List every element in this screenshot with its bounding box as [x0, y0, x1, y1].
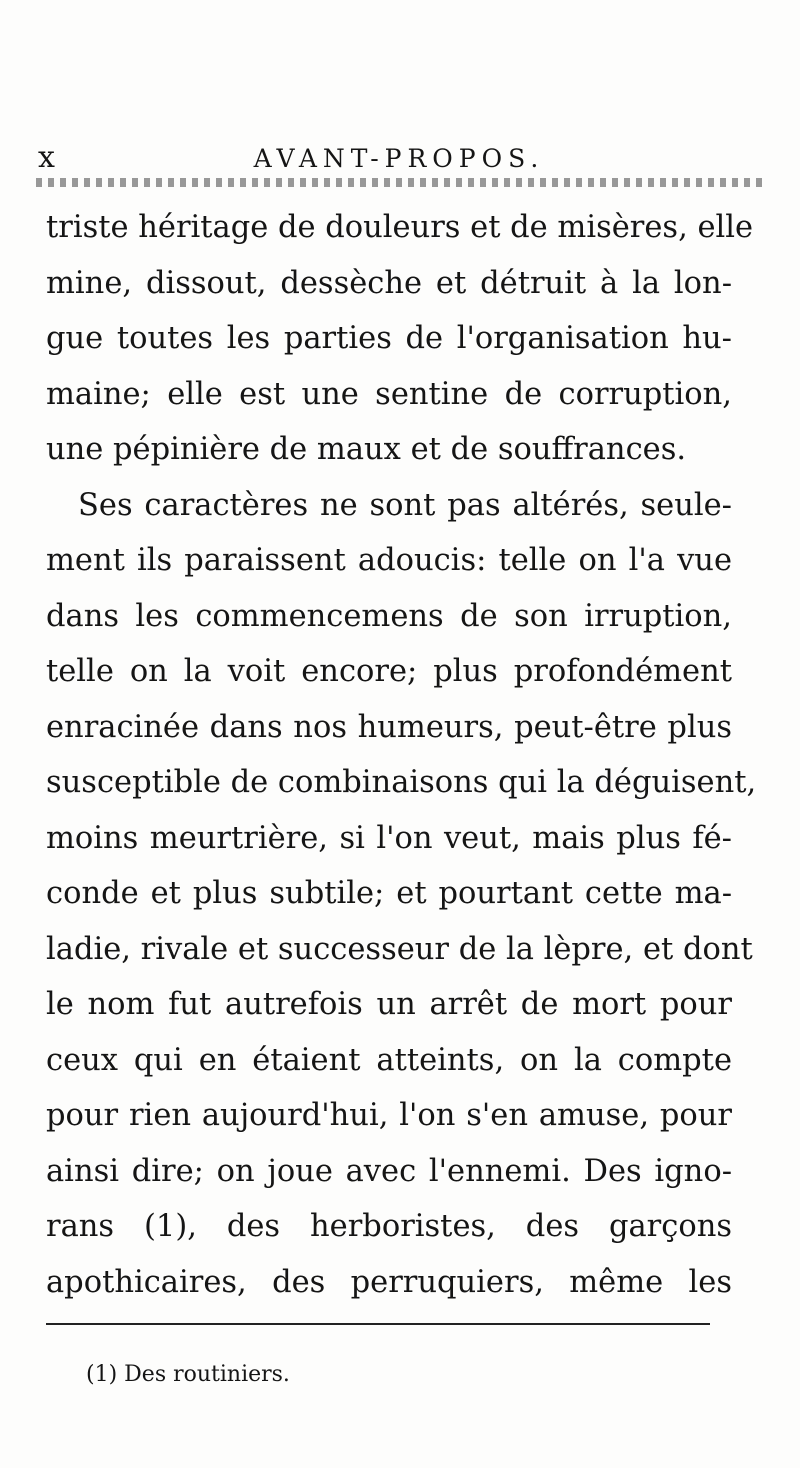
text-line: maine; elle est une sentine de corruption, [46, 376, 732, 412]
text-line: rans (1), des herboristes, des garçons [46, 1209, 732, 1244]
footnote: (1) Des routiniers. [86, 1362, 290, 1387]
text-line: ainsi dire; on joue avec l'ennemi. Des igno- [46, 1153, 732, 1189]
text-line: apothicaires, des perruquiers, même les [46, 1264, 732, 1300]
text-line: mine, dissout, dessèche et détruit à la lon- [46, 265, 732, 301]
text-line: moins meurtrière, si l'on veut, mais plus fé- [46, 820, 732, 856]
text-line: Ses caractères ne sont pas altérés, seule- [78, 487, 732, 523]
text-line: pour rien aujourd'hui, l'on s'en amuse, pour [46, 1098, 732, 1133]
text-line: telle on la voit encore; plus profondément [46, 654, 732, 689]
page-number: x [38, 140, 56, 175]
text-line: triste héritage de douleurs et de misères, elle [46, 210, 754, 245]
body-text [46, 200, 757, 1310]
text-line: enracinée dans nos humeurs, peut-être plus [46, 709, 732, 745]
text-line: le nom fut autrefois un arrêt de mort pour [46, 987, 732, 1022]
text-line: conde et plus subtile; et pourtant cette ma- [46, 876, 732, 911]
text-line: une pépinière de maux et de souffrances. [46, 432, 687, 467]
footnote-rule [46, 1323, 710, 1325]
header-ornament-rule [36, 178, 762, 187]
text-line: susceptible de combinaisons qui la déguisent, [46, 765, 757, 800]
text-line: ment ils paraissent adoucis: telle on l'a vue [46, 543, 732, 578]
text-line: gue toutes les parties de l'organisation hu- [46, 321, 732, 356]
running-head: AVANT-PROPOS. [253, 144, 545, 173]
text-line: dans les commencemens de son irruption, [46, 598, 732, 634]
page-header [38, 140, 760, 180]
text-line: ceux qui en étaient atteints, on la compte [46, 1042, 732, 1078]
text-line: ladie, rivale et successeur de la lèpre, et dont [46, 931, 753, 967]
